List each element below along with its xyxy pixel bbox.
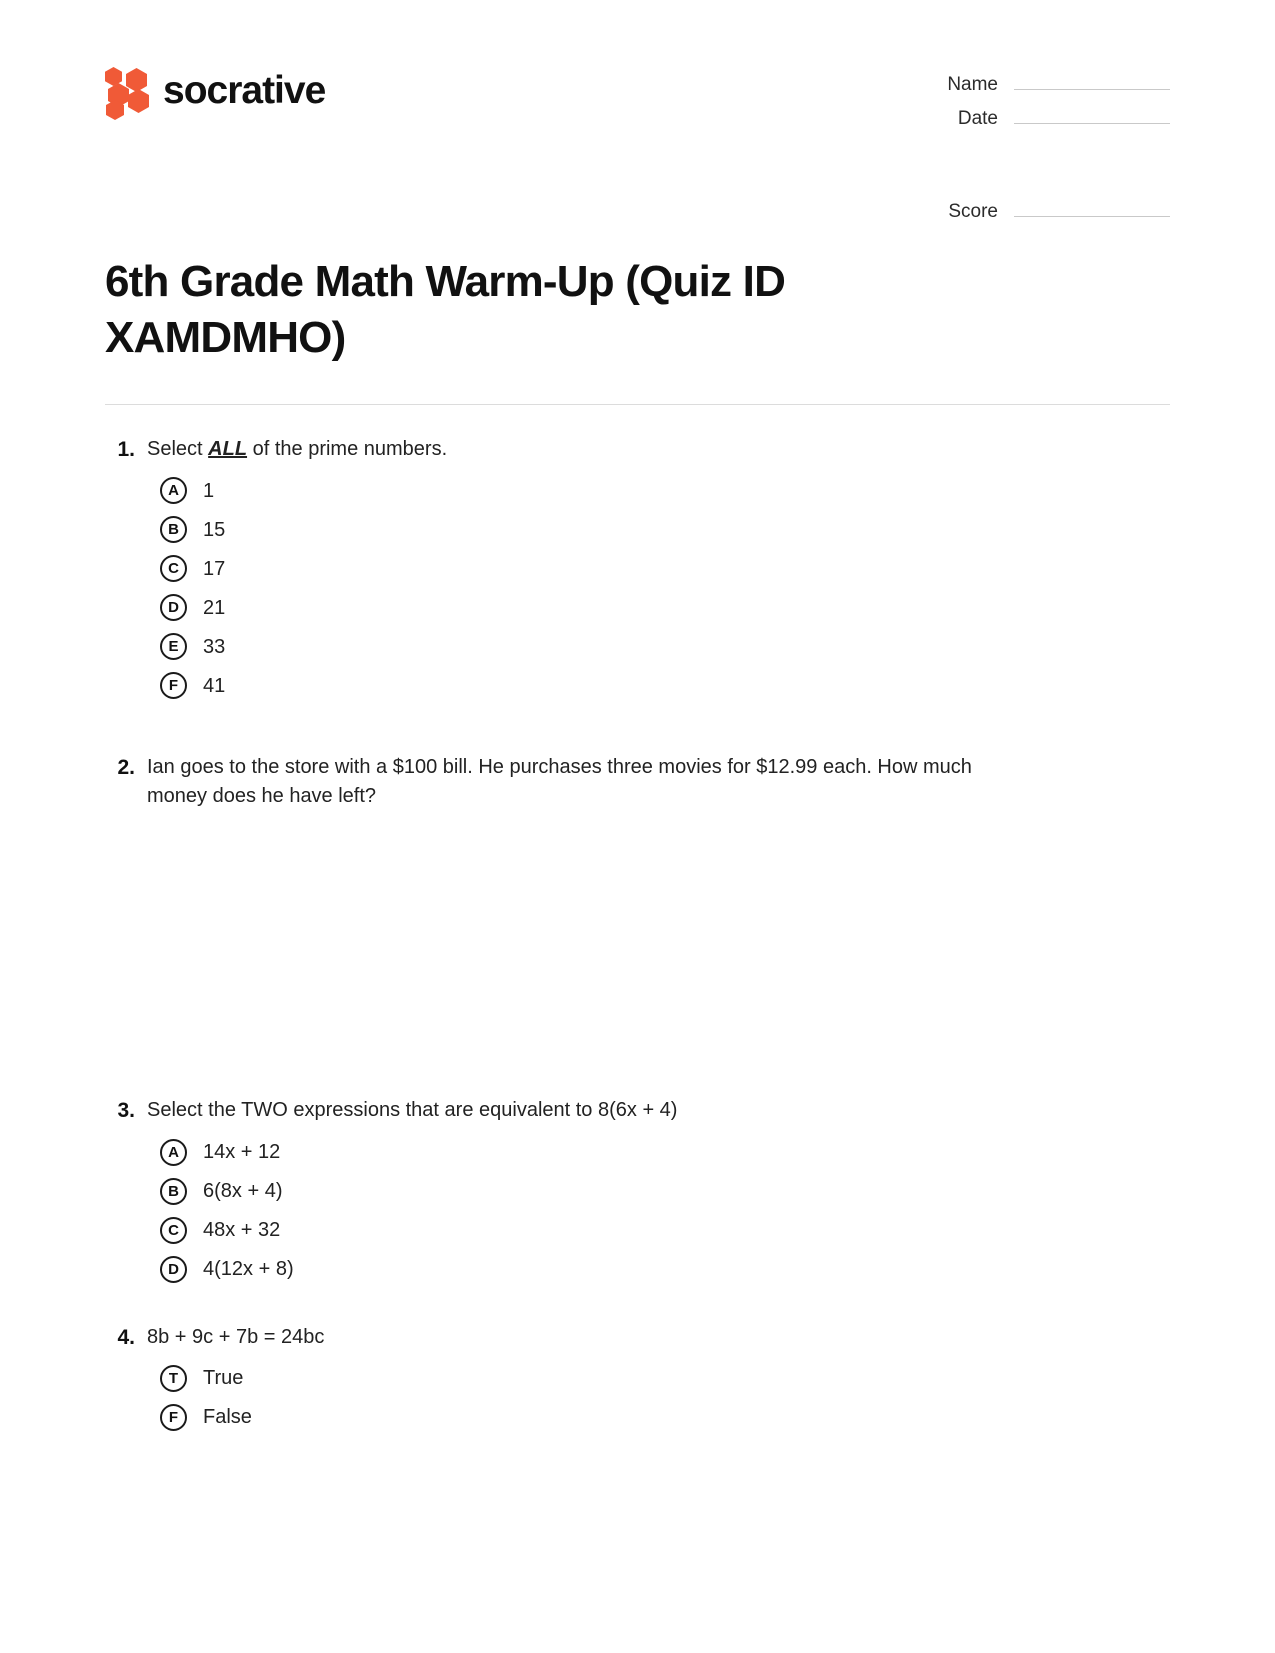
- question-3: [105, 1096, 1170, 1282]
- option-d[interactable]: [105, 1256, 1170, 1283]
- question-4: [105, 1323, 1170, 1431]
- option-b-bubble[interactable]: B: [160, 1178, 187, 1205]
- option-c[interactable]: [105, 555, 1170, 582]
- option-d[interactable]: [105, 594, 1170, 621]
- option-false[interactable]: [105, 1404, 1170, 1431]
- title-block: [0, 254, 1275, 367]
- option-c[interactable]: [105, 1217, 1170, 1244]
- question-2-header: [105, 753, 1170, 811]
- date-label: Date: [957, 108, 998, 129]
- score-input-line[interactable]: [1014, 198, 1170, 217]
- question-3-header: [105, 1096, 1170, 1126]
- question-1-prompt-part1: Select: [147, 437, 209, 460]
- option-d-label: 4(12x + 8): [203, 1258, 294, 1280]
- name-field-row: [880, 71, 1170, 96]
- date-field-row: [880, 105, 1170, 130]
- option-f-bubble[interactable]: F: [160, 672, 187, 699]
- date-input-line[interactable]: [1014, 105, 1170, 124]
- option-c-bubble[interactable]: C: [160, 1217, 187, 1244]
- score-field-row: [880, 198, 1170, 223]
- option-b-label: 6(8x + 4): [203, 1180, 283, 1202]
- question-1-header: [105, 435, 1170, 465]
- socrative-logo: [105, 67, 325, 113]
- question-4-prompt: 8b + 9c + 7b = 24bc: [147, 1325, 325, 1348]
- option-true-bubble[interactable]: T: [160, 1365, 187, 1392]
- question-3-prompt: Select the TWO expressions that are equivalent to 8(6x + 4): [147, 1099, 678, 1122]
- question-1-prompt: [147, 435, 447, 464]
- option-false-bubble[interactable]: F: [160, 1404, 187, 1431]
- question-spacer: [105, 1295, 1170, 1323]
- header-divider: [105, 404, 1170, 405]
- option-true[interactable]: [105, 1365, 1170, 1392]
- hexagon-icon: [105, 67, 122, 86]
- question-1-prompt-emphasis: ALL: [208, 437, 248, 460]
- option-b[interactable]: [105, 1178, 1170, 1205]
- question-3-number: 3.: [117, 1099, 135, 1123]
- option-b-label: 15: [203, 518, 226, 541]
- option-d-bubble[interactable]: D: [160, 1256, 187, 1283]
- option-e-bubble[interactable]: E: [160, 633, 187, 660]
- question-4-header: [105, 1323, 1170, 1353]
- question-1-number: 1.: [117, 437, 135, 461]
- question-2-prompt: Ian goes to the store with a $100 bill. He purchases three movies for $12.99 each. How much money does he have left?: [147, 756, 972, 808]
- question-spacer: [105, 711, 1170, 753]
- option-a-bubble[interactable]: A: [160, 1139, 187, 1166]
- option-a-label: 14x + 12: [203, 1141, 281, 1163]
- name-label: Name: [947, 74, 998, 95]
- option-a-bubble[interactable]: A: [160, 477, 187, 504]
- option-e[interactable]: [105, 633, 1170, 660]
- student-info-fields: [880, 55, 1170, 232]
- option-f-label: 41: [203, 674, 226, 697]
- option-true-label: True: [203, 1367, 244, 1390]
- option-d-bubble[interactable]: D: [160, 594, 187, 621]
- option-c-label: 48x + 32: [203, 1219, 281, 1241]
- option-false-label: False: [203, 1406, 252, 1429]
- option-f[interactable]: [105, 672, 1170, 699]
- option-b[interactable]: [105, 516, 1170, 543]
- option-a[interactable]: [105, 1139, 1170, 1166]
- question-2-answer-space[interactable]: [105, 811, 1170, 1096]
- score-label: Score: [948, 201, 998, 222]
- brand-name: socrative: [163, 68, 326, 112]
- option-e-label: 33: [203, 635, 226, 658]
- question-2: [105, 753, 1170, 1096]
- questions-list: [0, 435, 1275, 1431]
- option-a[interactable]: [105, 477, 1170, 504]
- page-header: [0, 0, 1275, 232]
- question-1-options: [105, 477, 1170, 699]
- question-1: [105, 435, 1170, 699]
- option-d-label: 21: [203, 596, 226, 619]
- hexagon-icon: [126, 68, 147, 92]
- question-4-options: [105, 1365, 1170, 1431]
- option-c-label: 17: [203, 557, 226, 580]
- option-a-label: 1: [203, 479, 215, 502]
- option-b-bubble[interactable]: B: [160, 516, 187, 543]
- hexagon-icon: [128, 89, 149, 113]
- question-3-options: [105, 1139, 1170, 1283]
- question-2-number: 2.: [117, 756, 135, 780]
- name-input-line[interactable]: [1014, 71, 1170, 90]
- hexagon-cluster-icon: [105, 67, 149, 113]
- question-1-prompt-part2: of the prime numbers.: [247, 437, 448, 460]
- question-4-number: 4.: [117, 1325, 135, 1349]
- page-title: 6th Grade Math Warm-Up (Quiz ID XAMDMHO): [105, 257, 786, 363]
- option-c-bubble[interactable]: C: [160, 555, 187, 582]
